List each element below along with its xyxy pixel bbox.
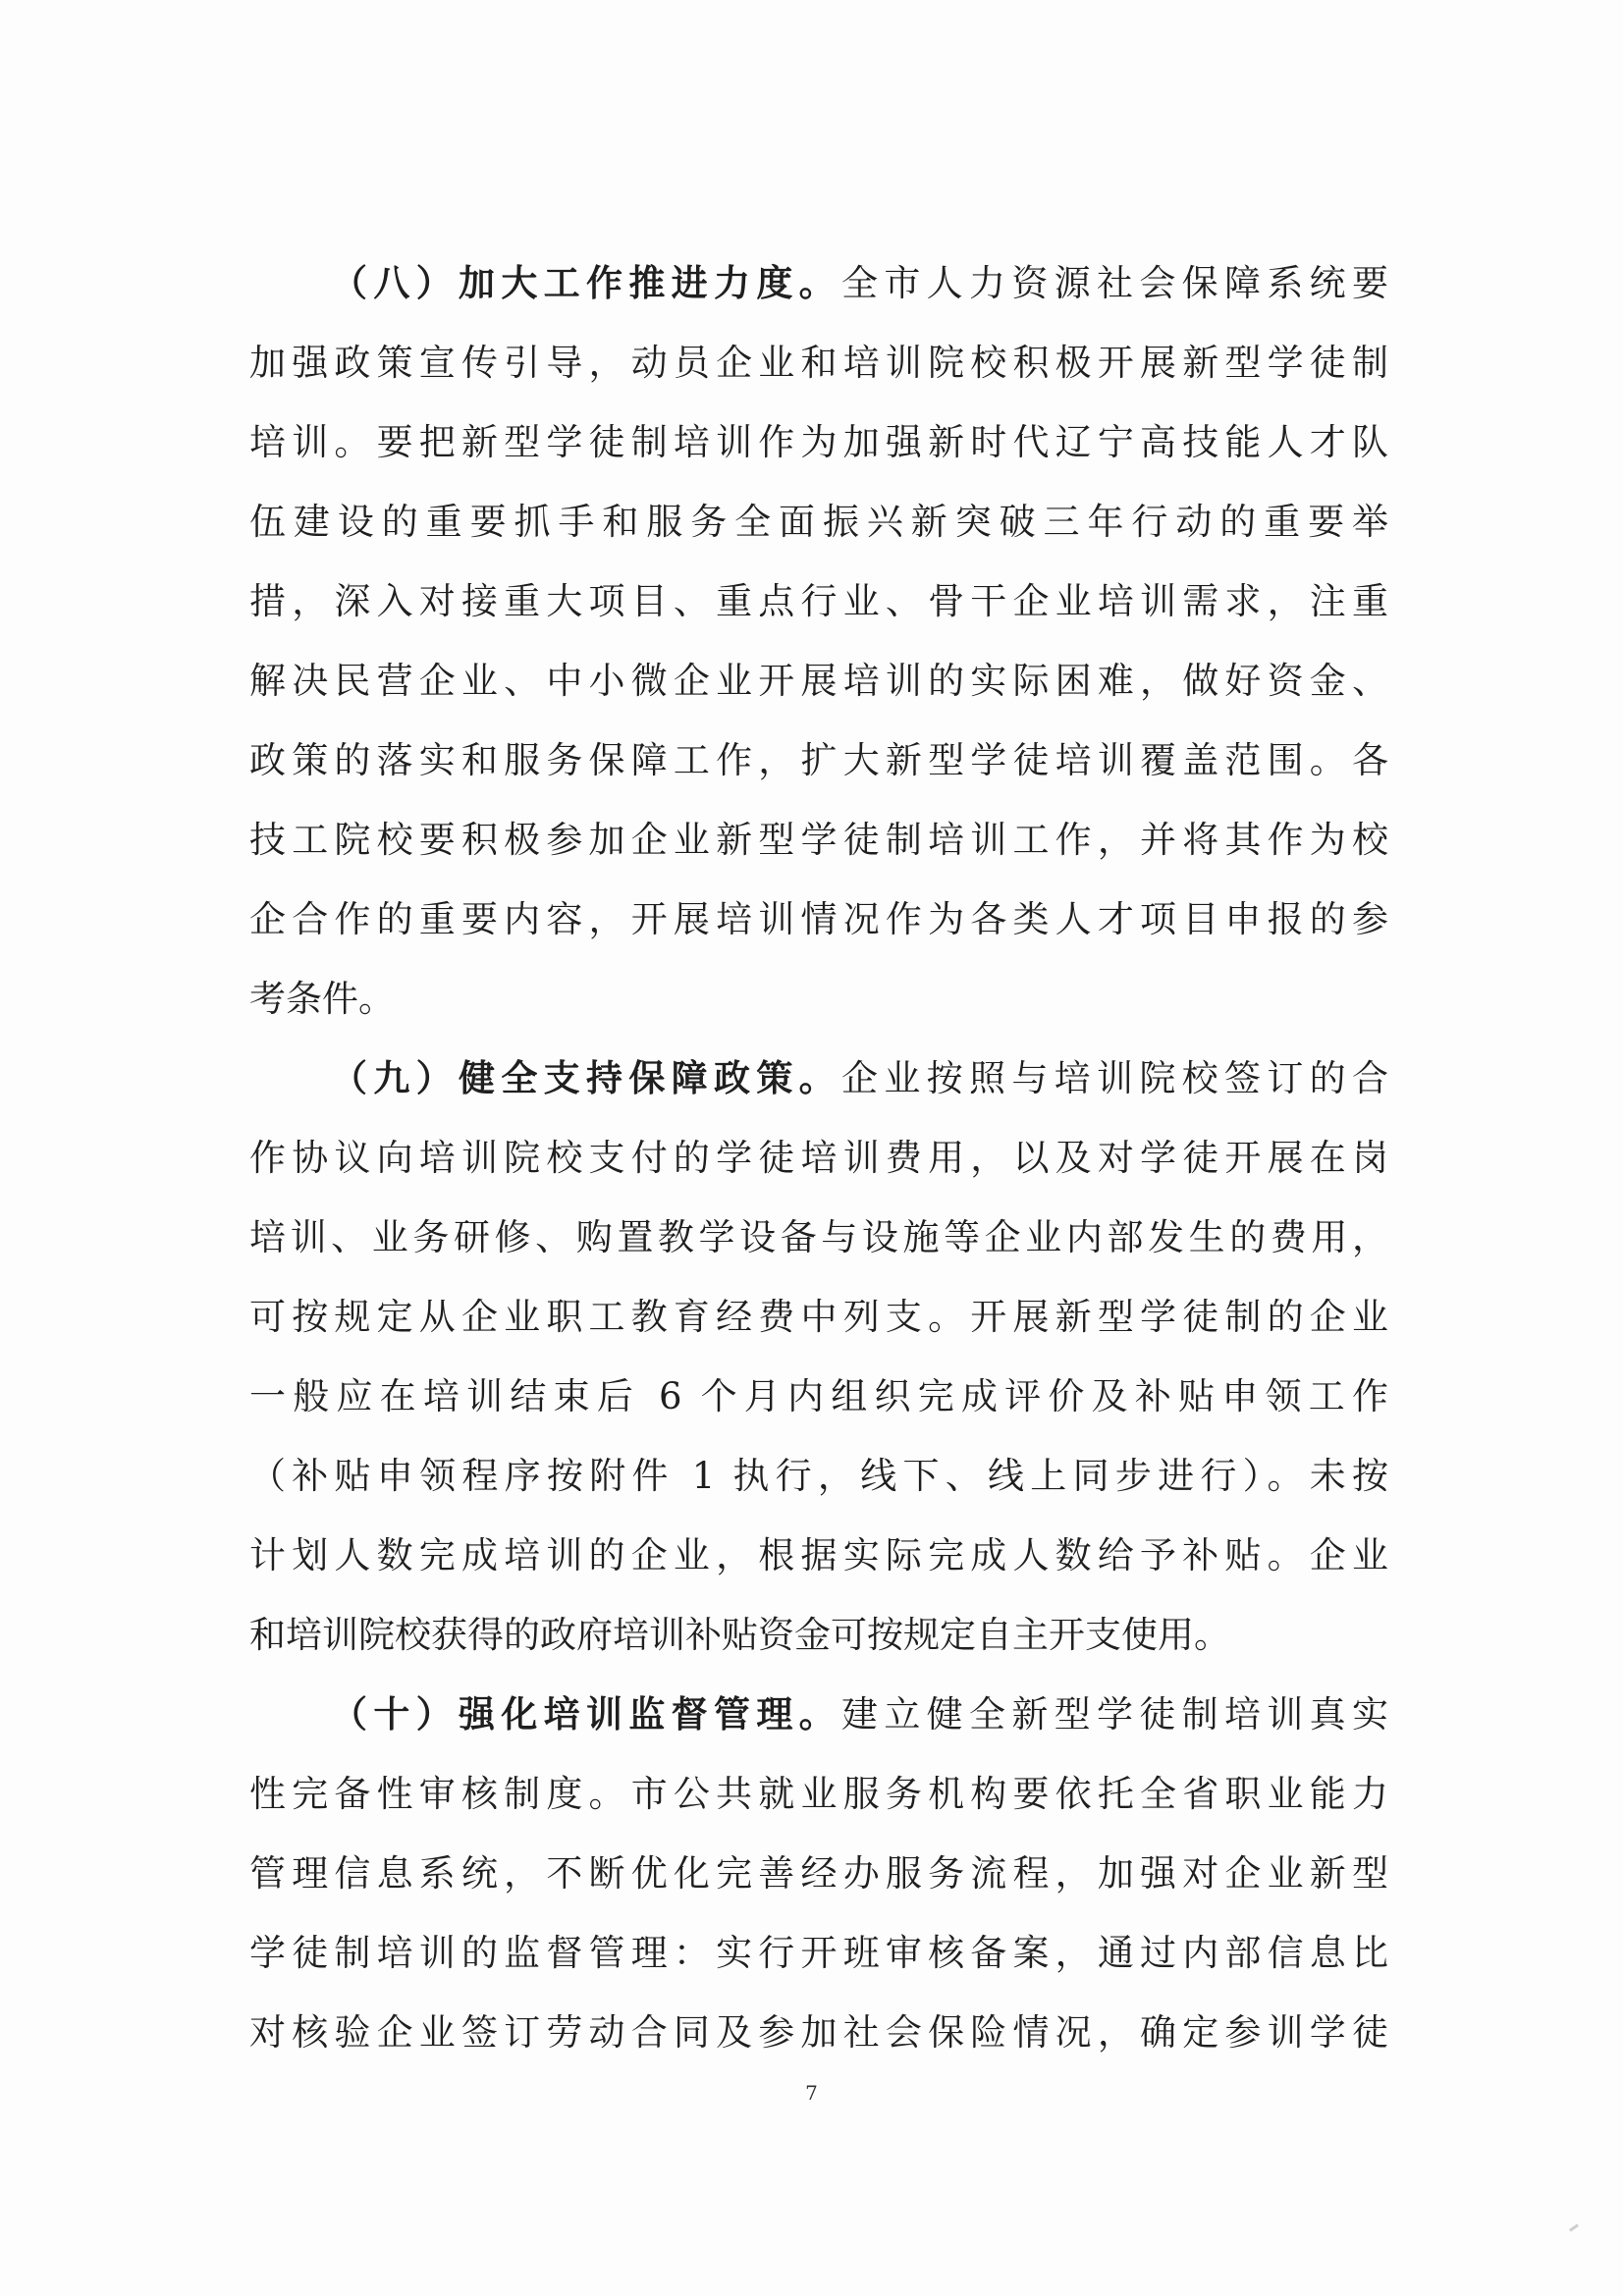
paragraph-8-line-2: 加强政策宣传引导，动员企业和培训院校积极开展新型学徒制 (249, 342, 1388, 384)
paragraph-10-line-5: 对核验企业签订劳动合同及参加社会保险情况，确定参训学徒 (249, 2011, 1388, 2054)
paragraph-8-line-1 (249, 243, 1388, 323)
paragraph-8-line-5: 措，深入对接重大项目、重点行业、骨干企业培训需求，注重 (249, 580, 1388, 622)
paragraph-9-line-8: 和培训院校获得的政府培训补贴资金可按规定自主开支使用。 (249, 1614, 1230, 1656)
paragraph-10-text: 建立健全新型学徒制培训真实 (841, 1693, 1388, 1735)
paragraph-10-line-1 (249, 1675, 1388, 1754)
scan-mark (1569, 2223, 1579, 2231)
paragraph-8-line-10: 考条件。 (249, 978, 395, 1020)
paragraph-8-line-7: 政策的落实和服务保障工作，扩大新型学徒培训覆盖范围。各 (249, 739, 1388, 781)
paragraph-9-line-4: 可按规定从企业职工教育经费中列支。开展新型学徒制的企业 (249, 1296, 1388, 1338)
paragraph-8-heading: （八）加大工作推进力度。 (331, 261, 841, 304)
paragraph-8-line-6: 解决民营企业、中小微企业开展培训的实际困难，做好资金、 (249, 660, 1388, 702)
paragraph-9-line-2: 作协议向培训院校支付的学徒培训费用，以及对学徒开展在岗 (249, 1137, 1388, 1179)
document-body (249, 243, 1388, 2072)
paragraph-10-line-2: 性完备性审核制度。市公共就业服务机构要依托全省职业能力 (249, 1773, 1388, 1815)
paragraph-9-line-5: 一般应在培训结束后 6 个月内组织完成评价及补贴申领工作 (249, 1375, 1388, 1417)
paragraph-9-heading: （九）健全支持保障政策。 (331, 1056, 841, 1099)
paragraph-10-line-3: 管理信息系统，不断优化完善经办服务流程，加强对企业新型 (249, 1852, 1388, 1895)
paragraph-10-line-4: 学徒制培训的监督管理：实行开班审核备案，通过内部信息比 (249, 1932, 1388, 1974)
paragraph-10-heading: （十）强化培训监督管理。 (331, 1692, 841, 1735)
paragraph-9-text: 企业按照与培训院校签订的合 (841, 1057, 1388, 1099)
paragraph-8-line-9: 企合作的重要内容，开展培训情况作为各类人才项目申报的参 (249, 898, 1388, 940)
paragraph-8-text: 全市人力资源社会保障系统要 (841, 262, 1388, 304)
paragraph-9-line-1 (249, 1039, 1388, 1118)
paragraph-9-line-6: （补贴申领程序按附件 1 执行，线下、线上同步进行）。未按 (249, 1455, 1388, 1497)
paragraph-9-line-3: 培训、业务研修、购置教学设备与设施等企业内部发生的费用， (249, 1216, 1388, 1258)
paragraph-8-line-8: 技工院校要积极参加企业新型学徒制培训工作，并将其作为校 (249, 819, 1388, 861)
page-number: 7 (805, 2081, 818, 2105)
paragraph-8-line-3: 培训。要把新型学徒制培训作为加强新时代辽宁高技能人才队 (249, 421, 1388, 463)
paragraph-9-line-7: 计划人数完成培训的企业，根据实际完成人数给予补贴。企业 (249, 1534, 1388, 1576)
paragraph-8-line-4: 伍建设的重要抓手和服务全面振兴新突破三年行动的重要举 (249, 501, 1388, 543)
